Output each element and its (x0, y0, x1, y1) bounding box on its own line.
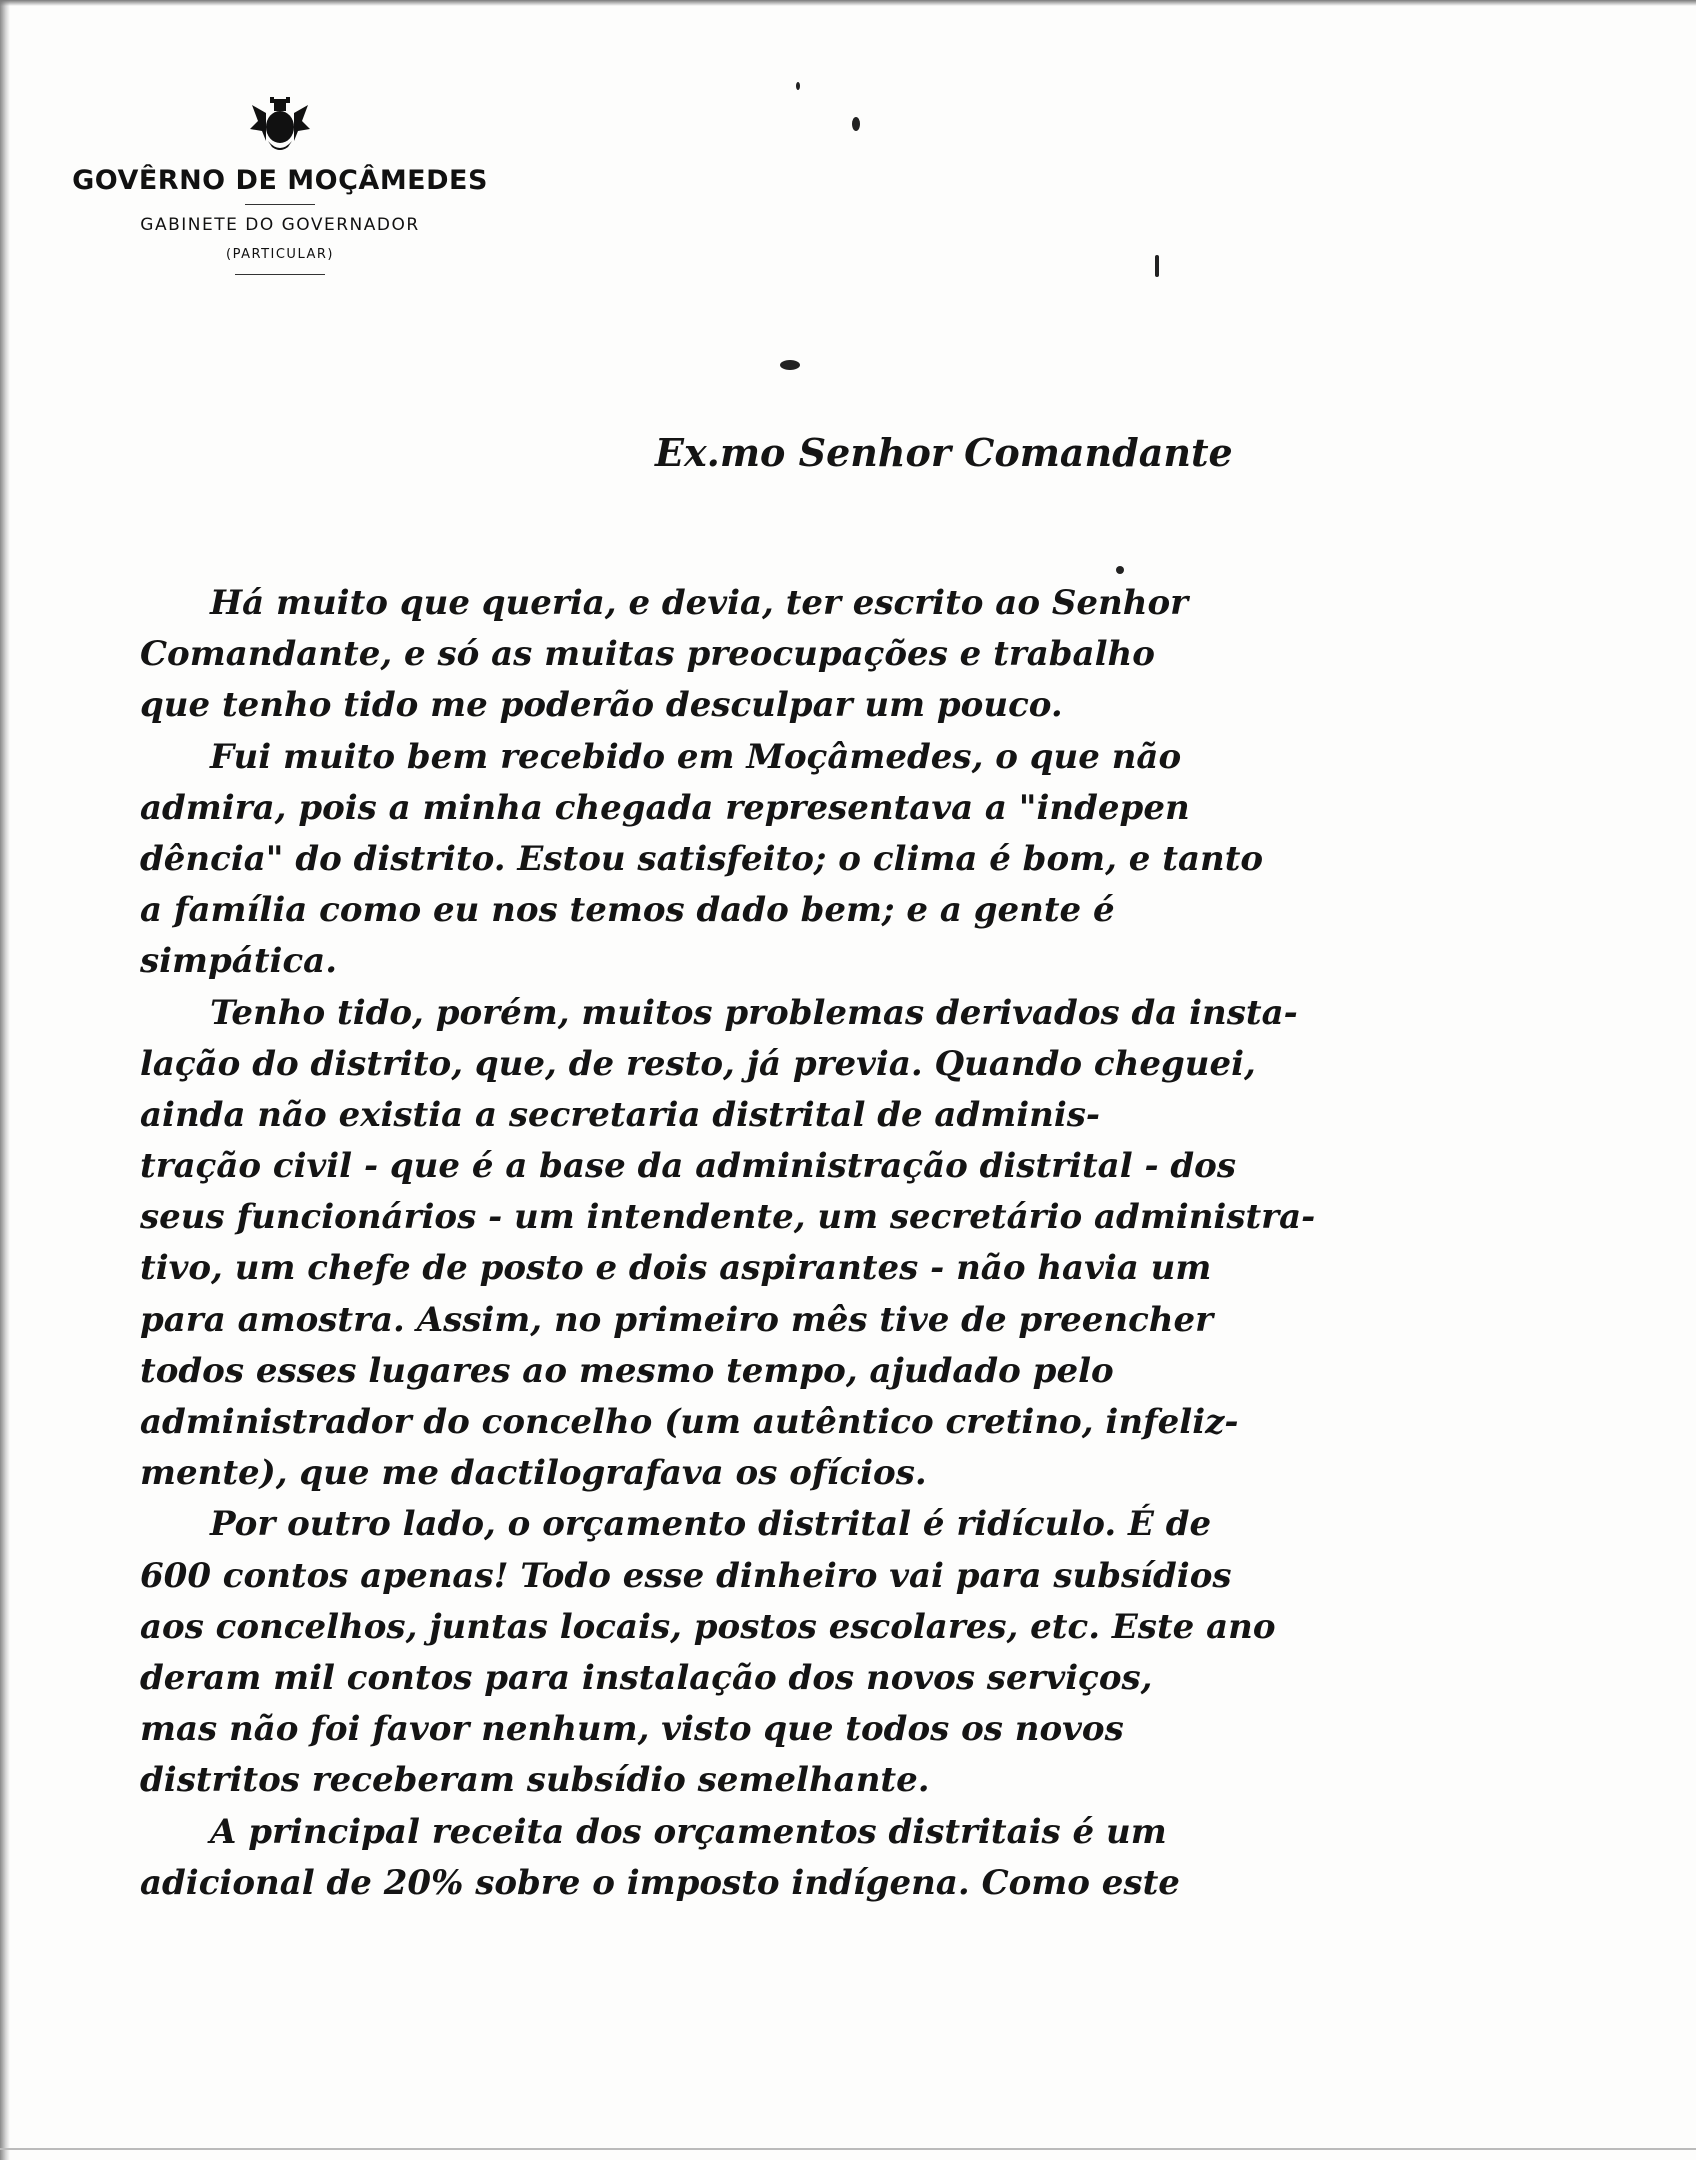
letterhead-rule-bottom (235, 274, 325, 275)
letter-line: simpática. (140, 941, 338, 982)
scan-edge-top (0, 0, 1696, 6)
letterhead (60, 95, 500, 275)
ink-speck (1116, 566, 1124, 574)
letter-line: administrador do concelho (um autêntico cretino, infeliz- (140, 1402, 1239, 1442)
letter-line: aos concelhos, juntas locais, postos escolares, etc. Este ano (140, 1606, 1276, 1647)
salutation: Ex.mo Senhor Comandante (655, 430, 1233, 475)
letter-line: Por outro lado, o orçamento distrital é ridículo. É de (210, 1504, 1212, 1545)
letter-line: Tenho tido, porém, muitos problemas derivados da insta- (210, 992, 1298, 1033)
scan-bottom-edge (0, 2148, 1696, 2150)
letterhead-rule (245, 204, 315, 205)
letter-body (140, 578, 1620, 1909)
letter-line: tivo, um chefe de posto e dois aspirantes - não havia um (140, 1248, 1212, 1289)
letter-line: que tenho tido me poderão desculpar um pouco. (140, 685, 1063, 726)
letter-line: para amostra. Assim, no primeiro mês tive de preencher (140, 1299, 1214, 1340)
letter-line: tração civil - que é a base da administração distrital - dos (140, 1146, 1237, 1187)
government-title: GOVÊRNO DE MOÇÂMEDES (72, 165, 488, 196)
letter-line: deram mil contos para instalação dos novos serviços, (140, 1657, 1153, 1698)
letter-line: Fui muito bem recebido em Moçâmedes, o que não (210, 736, 1182, 777)
letter-line: seus funcionários - um intendente, um secretário administra- (140, 1197, 1316, 1238)
letter-line: mente), que me dactilografava os ofícios. (140, 1453, 927, 1494)
letterhead-note: (PARTICULAR) (226, 247, 334, 262)
ink-speck (852, 117, 860, 131)
letter-line: A principal receita dos orçamentos distritais é um (210, 1811, 1167, 1852)
coat-of-arms-icon (248, 95, 312, 155)
letter-line: adicional de 20% sobre o imposto indígena. Como este (140, 1862, 1180, 1903)
letter-line: dência" do distrito. Estou satisfeito; o clima é bom, e tanto (140, 838, 1264, 879)
scan-edge-left (0, 0, 10, 2160)
office-title: GABINETE DO GOVERNADOR (140, 215, 420, 235)
letter-line: mas não foi favor nenhum, visto que todos os novos (140, 1709, 1124, 1750)
letter-line: lação do distrito, que, de resto, já previa. Quando cheguei, (140, 1043, 1256, 1084)
letter-line: admira, pois a minha chegada representava a "indepen (140, 787, 1190, 828)
ink-speck (796, 82, 800, 90)
letter-line: ainda não existia a secretaria distrital de adminis- (140, 1094, 1101, 1135)
letter-line: a família como eu nos temos dado bem; e a gente é (140, 890, 1115, 931)
letter-line: Há muito que queria, e devia, ter escrito ao Senhor (210, 583, 1189, 623)
letter-line: distritos receberam subsídio semelhante. (140, 1760, 930, 1801)
letter-line: 600 contos apenas! Todo esse dinheiro vai para subsídios (140, 1555, 1232, 1596)
letter-line: todos esses lugares ao mesmo tempo, ajudado pelo (140, 1350, 1114, 1391)
letter-line: Comandante, e só as muitas preocupações e trabalho (140, 634, 1155, 675)
ink-speck (1155, 255, 1159, 277)
ink-speck (780, 360, 800, 370)
